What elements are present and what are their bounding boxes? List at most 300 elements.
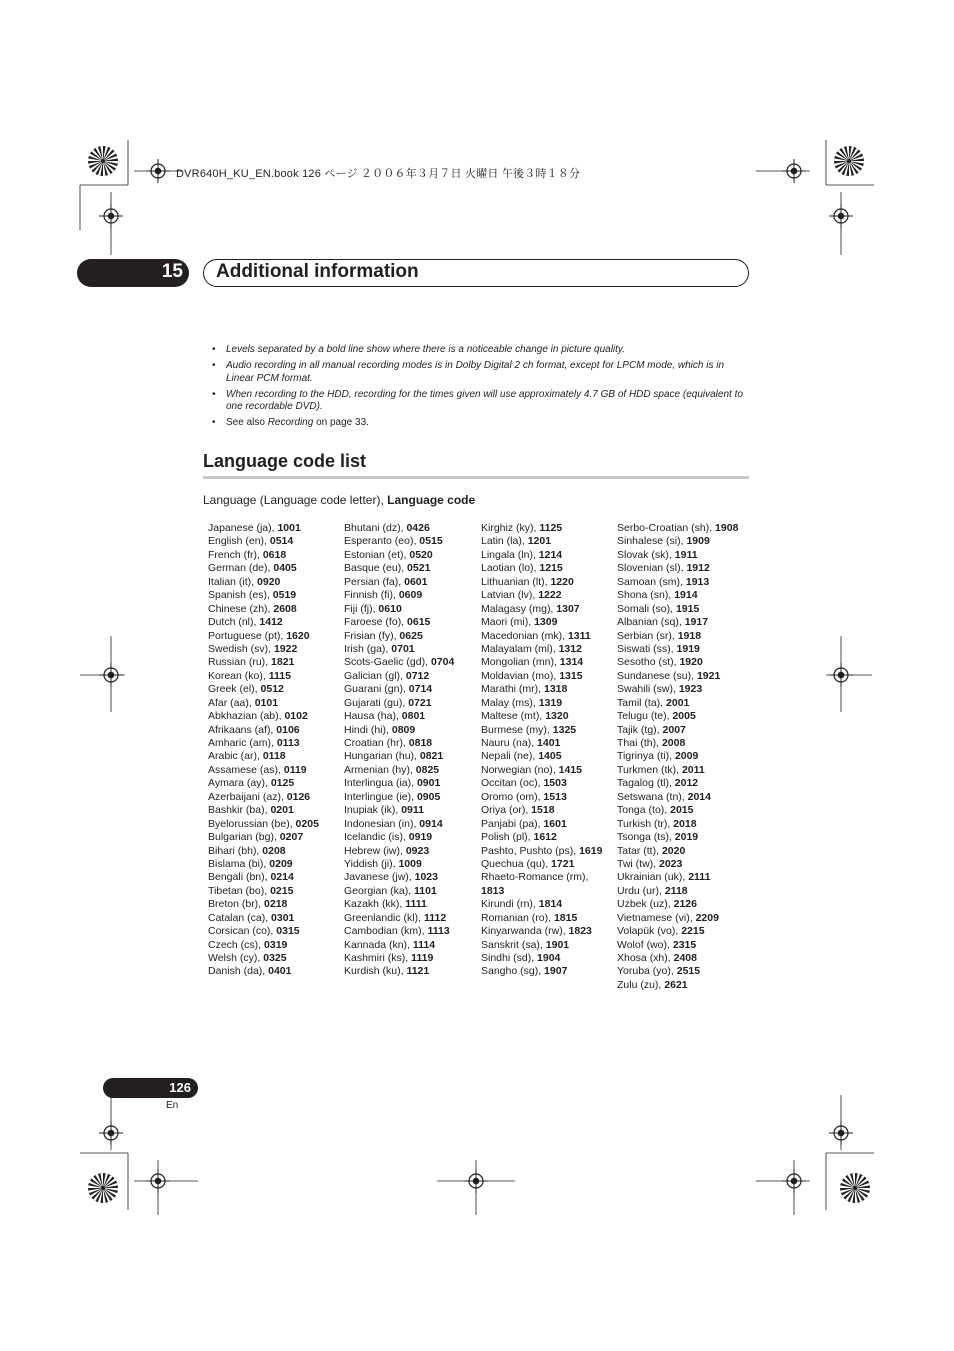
language-name: Hindi (hi), (344, 723, 392, 736)
language-code: 0514 (269, 535, 294, 548)
language-name: Burmese (my), (481, 723, 553, 736)
language-code: 1814 (538, 898, 563, 911)
language-code: 0106 (276, 723, 300, 736)
language-name: Polish (pl), (481, 831, 534, 844)
language-entry (617, 845, 753, 858)
language-code: 0821 (419, 750, 444, 763)
color-bar-starburst-icon (840, 1173, 870, 1203)
language-entry (617, 898, 753, 911)
language-name: Hebrew (iw), (344, 844, 406, 857)
language-code: 1412 (259, 616, 283, 629)
language-entry (481, 939, 617, 952)
language-name: Oromo (om), (481, 790, 544, 803)
language-name: Malay (ms), (481, 696, 539, 709)
language-code: 1307 (556, 602, 580, 615)
language-name: Kirghiz (ky), (481, 522, 540, 534)
language-name: Japanese (ja), (208, 522, 278, 534)
language-name: Gujarati (gu), (344, 696, 409, 709)
language-code: 1125 (539, 522, 563, 534)
language-code: 2608 (273, 602, 297, 615)
language-code: 0405 (273, 562, 297, 575)
language-entry (344, 683, 480, 696)
language-code: 0721 (408, 696, 432, 709)
language-code: 1815 (553, 911, 578, 924)
language-name: Greek (el), (208, 683, 261, 696)
language-name: Scots-Gaelic (gd), (344, 656, 431, 669)
language-code: 0207 (279, 831, 304, 844)
language-name: Portuguese (pt), (208, 629, 287, 642)
language-entry (344, 576, 480, 589)
note-item: • Audio recording in all manual recording modes is in Dolby Digital 2 ch format, except for LPCM mode, which is in Linear PCM format. (210, 360, 750, 385)
language-name: Yoruba (yo), (617, 965, 677, 978)
language-code: 1325 (552, 723, 577, 736)
language-entry (481, 871, 617, 898)
language-code: 1909 (686, 535, 710, 548)
language-entry (617, 871, 753, 884)
note-item (210, 417, 750, 430)
language-entry (344, 710, 480, 723)
language-entry (344, 630, 480, 643)
language-code: 0208 (262, 844, 286, 857)
language-name: Korean (ko), (208, 669, 269, 682)
language-code: 0215 (270, 884, 294, 897)
language-name: Hungarian (hu), (344, 750, 420, 763)
language-code: 2005 (672, 710, 696, 723)
language-name: Thai (th), (617, 737, 662, 749)
language-code: 1911 (674, 548, 698, 561)
language-entry (481, 603, 617, 616)
language-code: 1907 (544, 965, 568, 978)
language-code: 1215 (539, 562, 563, 575)
language-code: 1114 (412, 938, 436, 951)
language-entry (617, 643, 753, 656)
section-title: Language code list (203, 451, 367, 471)
language-name: Spanish (es), (208, 589, 273, 602)
language-entry (481, 804, 617, 817)
language-code: 1405 (538, 750, 562, 763)
language-entry (344, 912, 480, 925)
language-code: 2515 (676, 965, 701, 978)
language-code: 1908 (715, 522, 739, 534)
language-entry (481, 791, 617, 804)
language-name: Marathi (mr), (481, 683, 544, 696)
language-name: Estonian (et), (344, 548, 410, 561)
language-name: Tibetan (bo), (208, 884, 271, 897)
language-code: 1315 (559, 669, 583, 682)
language-code: 1821 (271, 656, 295, 669)
language-entry (617, 979, 753, 992)
language-code: 1023 (414, 871, 438, 884)
language-entry (481, 858, 617, 871)
language-code: 1813 (481, 884, 505, 897)
language-entry (208, 965, 344, 978)
language-entry (208, 535, 344, 548)
language-name: Tajik (tg), (617, 723, 663, 736)
page-number: 126 (169, 1080, 191, 1095)
language-code: 1923 (678, 683, 703, 696)
language-name: Sesotho (st), (617, 656, 680, 669)
language-entry (617, 952, 753, 965)
language-name: Maltese (mt), (481, 710, 546, 723)
language-entry (344, 535, 480, 548)
language-entry (208, 845, 344, 858)
language-name: Slovak (sk), (617, 548, 675, 561)
language-name: Sundanese (su), (617, 669, 697, 682)
language-code: 1214 (538, 548, 563, 561)
language-column-2 (344, 522, 480, 979)
language-name: Serbo-Croatian (sh), (617, 522, 716, 534)
language-code: 0519 (272, 589, 297, 602)
language-name: Interlingua (ia), (344, 777, 417, 790)
section-rule (203, 476, 749, 479)
language-entry (617, 562, 753, 575)
language-name: Bislama (bi), (208, 857, 270, 870)
language-name: Sangho (sg), (481, 965, 545, 978)
language-entry (208, 724, 344, 737)
language-name: Guarani (gn), (344, 683, 409, 696)
language-entry (208, 656, 344, 669)
language-code: 0118 (262, 750, 286, 763)
language-code: 0201 (270, 804, 294, 817)
language-name: Afar (aa), (208, 696, 255, 709)
language-entry (617, 912, 753, 925)
language-entry (617, 750, 753, 763)
language-name: Irish (ga), (344, 642, 392, 655)
language-entry (208, 777, 344, 790)
language-entry (344, 750, 480, 763)
language-name: Zulu (zu), (617, 978, 665, 991)
language-code: 0919 (408, 831, 433, 844)
language-entry (617, 724, 753, 737)
language-code: 0701 (391, 642, 415, 655)
language-code: 1009 (398, 857, 422, 870)
language-name: Tamil (ta), (617, 696, 667, 709)
language-code: 1314 (559, 656, 584, 669)
language-name: Setswana (tn), (617, 790, 688, 803)
language-entry (481, 549, 617, 562)
language-code: 1920 (679, 656, 703, 669)
language-code: 0818 (408, 737, 433, 749)
language-code: 0825 (415, 763, 440, 776)
language-code: 0618 (262, 548, 287, 561)
language-name: Quechua (qu), (481, 857, 552, 870)
language-code: 0615 (407, 616, 431, 629)
language-code: 2001 (666, 696, 690, 709)
language-name: Esperanto (eo), (344, 535, 420, 548)
language-code: 2018 (673, 817, 697, 830)
language-code: 0911 (401, 804, 424, 817)
language-entry (208, 791, 344, 804)
language-name: German (de), (208, 562, 274, 575)
language-code: 2023 (659, 857, 683, 870)
language-entry (344, 549, 480, 562)
print-header: DVR640H_KU_EN.book 126 ページ ２００６年３月７日 火曜日 午後３時１８分 (176, 168, 581, 180)
language-entry (208, 522, 344, 535)
language-entry (344, 670, 480, 683)
language-code: 2209 (695, 911, 719, 924)
language-code: 0521 (407, 562, 431, 575)
language-name: Pashto, Pushto (ps), (481, 844, 580, 857)
language-code: 0218 (264, 898, 288, 911)
language-entry (344, 858, 480, 871)
language-name: Tagalog (tl), (617, 777, 675, 790)
language-code: 0119 (283, 763, 307, 776)
language-entry (617, 965, 753, 978)
language-code: 2215 (681, 925, 705, 938)
language-name: Chinese (zh), (208, 602, 274, 615)
language-name: Maori (mi), (481, 616, 535, 629)
language-entry (344, 845, 480, 858)
language-name: Afrikaans (af), (208, 723, 277, 736)
language-entry (208, 871, 344, 884)
language-code: 2315 (672, 938, 697, 951)
language-code: 1915 (675, 602, 700, 615)
language-name: Romanian (ro), (481, 911, 554, 924)
language-code: 1222 (538, 589, 562, 602)
language-entry (617, 939, 753, 952)
language-entry (208, 603, 344, 616)
language-code: 0325 (263, 952, 287, 964)
language-entry (617, 535, 753, 548)
language-entry (617, 804, 753, 817)
language-entry (344, 522, 480, 535)
language-name: Lithuanian (lt), (481, 575, 551, 588)
language-entry (208, 737, 344, 750)
language-name: Byelorussian (be), (208, 817, 296, 830)
language-entry (344, 643, 480, 656)
language-entry (344, 898, 480, 911)
language-name: Assamese (as), (208, 763, 284, 776)
language-code: 0625 (399, 629, 423, 642)
language-entry (481, 925, 617, 938)
language-name: Italian (it), (208, 575, 258, 588)
language-entry (481, 656, 617, 669)
language-column-3 (481, 522, 617, 979)
language-code: 0125 (270, 777, 295, 790)
language-name: English (en), (208, 535, 270, 548)
language-code: 1201 (527, 535, 552, 548)
language-name: Lingala (ln), (481, 548, 539, 561)
language-entry (344, 777, 480, 790)
language-entry (481, 764, 617, 777)
language-name: Czech (cs), (208, 938, 265, 951)
language-entry (617, 603, 753, 616)
language-entry (208, 818, 344, 831)
language-code: 1312 (558, 642, 582, 655)
language-entry (481, 724, 617, 737)
language-name: Galician (gl), (344, 669, 406, 682)
language-code: 2009 (674, 750, 699, 763)
language-name: Greenlandic (kl), (344, 911, 424, 924)
language-code: 1913 (685, 575, 710, 588)
language-code: 0319 (264, 938, 288, 951)
note-item: • When recording to the HDD, recording for the times given will use approximately 4.7 GB of HDD space (equivalent to one recordable DVD). (210, 389, 750, 414)
language-code: 1904 (537, 952, 561, 965)
language-code: 2007 (662, 723, 686, 736)
language-code: 1111 (405, 898, 427, 911)
language-entry (208, 858, 344, 871)
language-code: 1917 (684, 616, 709, 629)
language-entry (481, 818, 617, 831)
language-name: Kannada (kn), (344, 938, 413, 951)
language-name: Occitan (oc), (481, 777, 544, 790)
notes-list (210, 344, 750, 433)
language-entry (208, 710, 344, 723)
language-name: Kirundi (rn), (481, 898, 539, 911)
language-name: Laotian (lo), (481, 562, 540, 575)
language-name: Vietnamese (vi), (617, 911, 696, 924)
legend-bold: Language code (387, 493, 476, 507)
language-name: Dutch (nl), (208, 616, 260, 629)
language-entry (481, 750, 617, 763)
language-name: Bihari (bh), (208, 844, 263, 857)
language-name: Kazakh (kk), (344, 898, 406, 911)
language-entry (617, 885, 753, 898)
language-name: Malagasy (mg), (481, 602, 557, 615)
language-entry (617, 858, 753, 871)
language-name: French (fr), (208, 548, 263, 561)
legend-plain: Language (Language code letter), (203, 493, 388, 507)
language-entry (208, 616, 344, 629)
language-entry (617, 697, 753, 710)
note-prefix: See also (226, 417, 268, 428)
language-entry (344, 871, 480, 884)
language-entry (617, 683, 753, 696)
language-code: 1922 (273, 642, 298, 655)
language-code: 0901 (416, 777, 441, 790)
language-entry (481, 683, 617, 696)
language-name: Macedonian (mk), (481, 629, 568, 642)
language-code: 1119 (411, 952, 434, 964)
language-entry (208, 670, 344, 683)
language-entry (481, 777, 617, 790)
language-code: 1918 (677, 629, 702, 642)
language-code: 1919 (676, 642, 700, 655)
language-entry (481, 697, 617, 710)
language-code: 2012 (674, 777, 699, 790)
language-name: Sindhi (sd), (481, 952, 538, 965)
language-name: Urdu (ur), (617, 884, 665, 897)
language-code: 1921 (696, 669, 721, 682)
language-name: Basque (eu), (344, 562, 408, 575)
language-name: Sanskrit (sa), (481, 938, 546, 951)
language-entry (344, 818, 480, 831)
language-entry (617, 630, 753, 643)
language-code: 1823 (568, 925, 592, 938)
language-name: Yiddish (ji), (344, 857, 399, 870)
language-code: 2621 (664, 978, 688, 991)
language-code: 1001 (277, 522, 301, 534)
language-name: Shona (sn), (617, 589, 675, 602)
language-code: 0914 (419, 817, 443, 830)
language-code: 0426 (406, 522, 430, 534)
language-code: 1619 (579, 844, 603, 857)
language-entry (481, 952, 617, 965)
language-code: 0113 (276, 737, 300, 749)
color-bar-starburst-icon (88, 1173, 118, 1203)
language-entry (617, 737, 753, 750)
language-code: 1220 (550, 575, 574, 588)
language-entry (344, 804, 480, 817)
language-code: 0905 (416, 790, 441, 803)
language-name: Croatian (hr), (344, 737, 409, 749)
language-code: 1914 (674, 589, 698, 602)
language-entry (617, 656, 753, 669)
language-entry (481, 898, 617, 911)
language-entry (481, 562, 617, 575)
language-entry (481, 737, 617, 750)
language-entry (344, 925, 480, 938)
language-entry (344, 724, 480, 737)
language-name: Abkhazian (ab), (208, 710, 285, 723)
language-code: 1721 (551, 857, 575, 870)
language-name: Moldavian (mo), (481, 669, 560, 682)
language-name: Nepali (ne), (481, 750, 539, 763)
language-entry (208, 630, 344, 643)
code-legend (203, 493, 475, 507)
language-code: 0214 (270, 871, 294, 884)
language-entry (617, 777, 753, 790)
language-entry (617, 589, 753, 602)
language-code: 1101 (414, 884, 437, 897)
language-name: Hausa (ha), (344, 710, 402, 723)
language-entry (208, 831, 344, 844)
language-entry (617, 616, 753, 629)
language-name: Norwegian (no), (481, 763, 559, 776)
language-name: Corsican (co), (208, 925, 277, 938)
language-code: 2118 (664, 884, 688, 897)
language-entry (344, 965, 480, 978)
language-entry (344, 603, 480, 616)
language-entry (208, 804, 344, 817)
language-entry (344, 562, 480, 575)
language-code: 2011 (681, 763, 705, 776)
language-code: 1309 (534, 616, 558, 629)
language-code: 0515 (419, 535, 443, 548)
language-entry (481, 535, 617, 548)
language-code: 2008 (661, 737, 686, 749)
language-entry (481, 710, 617, 723)
language-code: 0315 (276, 925, 300, 938)
language-name: Icelandic (is), (344, 831, 409, 844)
language-name: Slovenian (sl), (617, 562, 687, 575)
language-code: 2020 (661, 844, 686, 857)
language-code: 0520 (409, 548, 433, 561)
color-bar-starburst-icon (88, 146, 118, 176)
language-code: 1401 (537, 737, 561, 749)
language-code: 1518 (531, 804, 555, 817)
language-code: 0920 (257, 575, 281, 588)
language-name: Fiji (fj), (344, 602, 379, 615)
language-name: Breton (br), (208, 898, 265, 911)
language-entry (617, 831, 753, 844)
language-code: 2111 (688, 871, 711, 884)
language-name: Bhutani (dz), (344, 522, 407, 534)
language-name: Catalan (ca), (208, 911, 272, 924)
language-code: 0401 (268, 965, 292, 978)
language-name: Siswati (ss), (617, 642, 677, 655)
language-name: Latin (la), (481, 535, 528, 548)
language-name: Armenian (hy), (344, 763, 416, 776)
language-entry (208, 750, 344, 763)
language-code: 2019 (674, 831, 699, 844)
language-code: 0512 (260, 683, 284, 696)
chapter-number-tab (77, 259, 189, 287)
language-code: 0610 (378, 602, 402, 615)
language-entry (208, 589, 344, 602)
language-code: 0609 (398, 589, 423, 602)
language-entry (481, 670, 617, 683)
